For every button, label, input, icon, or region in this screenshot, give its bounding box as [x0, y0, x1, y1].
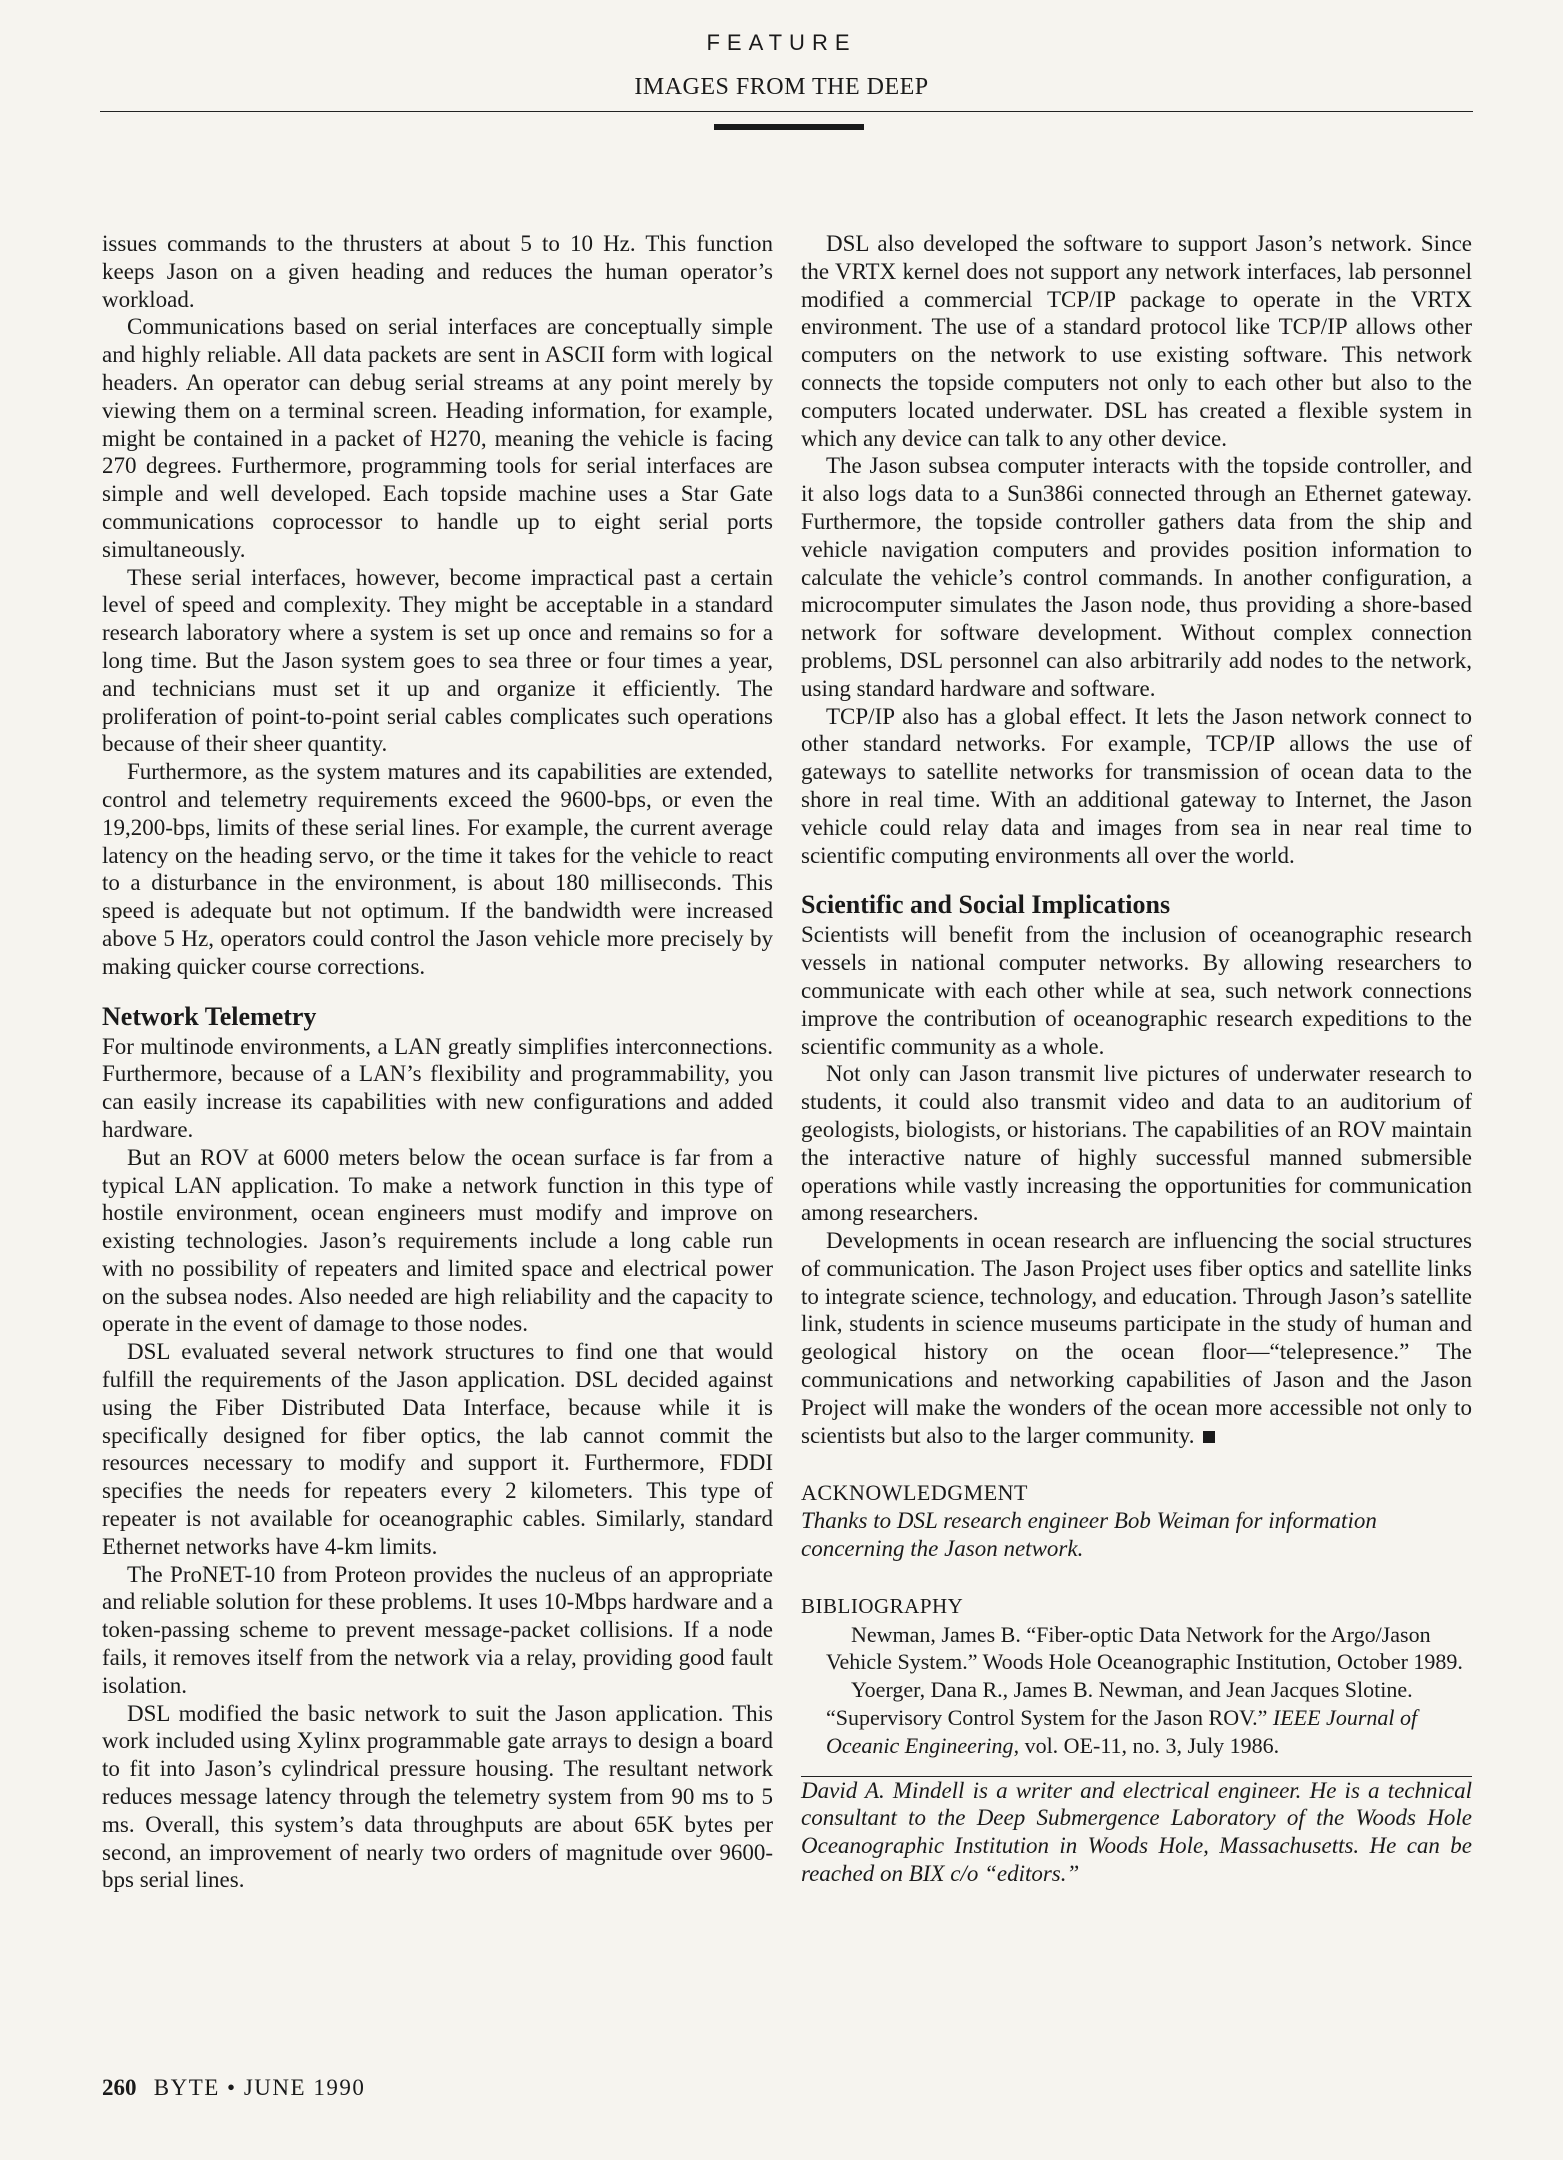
end-of-article-mark — [1203, 1431, 1215, 1443]
paragraph: Scientists will benefit from the inclusion of oceanographic research vessels in national computer networks. By allowing researchers to communicate with each other while at sea, such network connections improve the contribution of oceanographic research expeditions to the scientific community as a whole. — [801, 922, 1472, 1059]
page-footer — [102, 2075, 365, 2101]
paragraph: DSL evaluated several network structures to find one that would fulfill the requirements of the Jason application. DSL decided against using the Fiber Distributed Data Interface, because while it is specifically designed for fiber optics, the lab cannot commit the resources necessary to modify and support it. Furthermore, FDDI specifies the needs for repeaters every 2 kilometers. This type of repeater is not available for oceanographic cables. Similarly, standard Ethernet networks have 4-km limits. — [102, 1339, 773, 1559]
paragraph: Furthermore, as the system matures and its capabilities are extended, control and telemetry requirements exceed the 9600-bps, or even the 19,200-bps, limits of these serial lines. For example, the current average latency on the heading servo, or the time it takes for the vehicle to react to a disturbance in the environment, is about 180 milliseconds. This speed is adequate but not optimum. If the bandwidth were increased above 5 Hz, operators could control the Jason vehicle more precisely by making quicker course corrections. — [102, 759, 773, 979]
page-number: 260 — [102, 2075, 137, 2100]
paragraph — [801, 1227, 1472, 1449]
header-bar — [714, 124, 864, 130]
section-heading-network-telemetry: Network Telemetry — [102, 1001, 317, 1031]
paragraph: For multinode environments, a LAN greatly simplifies interconnections. Furthermore, because of a LAN’s flexibility and programmability, you can easily increase its capabilities with new configurations and added hardware. — [102, 1033, 773, 1142]
left-column — [102, 230, 773, 1894]
paragraph: These serial interfaces, however, become impractical past a certain level of speed and complexity. They might be acceptable in a standard research laboratory where a system is set up once and remains so for a long time. But the Jason system goes to sea three or four times a year, and technicians must set it up and organize it efficiently. The proliferation of point-to-point serial cables complicates such operations because of their sheer quantity. — [102, 564, 773, 757]
header-rule — [100, 111, 1473, 112]
article-running-title: IMAGES FROM THE DEEP — [634, 74, 929, 100]
paragraph: DSL also developed the software to support Jason’s network. Since the VRTX kernel does not support any network interfaces, lab personnel modified a commercial TCP/IP package to operate in the VRTX environment. The use of a standard protocol like TCP/IP allows other computers on the network to use existing software. This network connects the topside computers not only to each other but also to the computers located underwater. DSL has created a flexible system in which any device can talk to any other device. — [801, 231, 1472, 451]
bib-entry-details: , vol. OE-11, no. 3, July 1986. — [1013, 1732, 1280, 1758]
author-bio: David A. Mindell is a writer and electrical engineer. He is a technical consultant to the Deep Submergence Laboratory of the Woods Hole Oceanographic Institution in Woods Hole, Massachusetts. He can be reached on BIX c/o “editors.” — [801, 1777, 1472, 1887]
bibliography-entry — [801, 1676, 1472, 1759]
bibliography-entry: Newman, James B. “Fiber-optic Data Network for the Argo/Jason Vehicle System.” Woods Hole Oceanographic Institution, October 1989. — [826, 1621, 1463, 1675]
bibliography-heading: BIBLIOGRAPHY — [801, 1593, 964, 1618]
paragraph: But an ROV at 6000 meters below the ocean surface is far from a typical LAN application. To make a network function in this type of hostile environment, ocean engineers must modify and improve on existing technologies. Jason’s requirements include a long cable run with no possibility of repeaters and limited space and electrical power on the subsea nodes. Also needed are high reliability and the capacity to operate in the event of damage to those nodes. — [102, 1144, 773, 1337]
paragraph: Not only can Jason transmit live pictures of underwater research to students, it could also transmit video and data to an auditorium of geologists, biologists, or historians. The capabilities of an ROV maintain the interactive nature of highly successful manned submersible operations while vastly increasing the opportunities for communication among researchers. — [801, 1061, 1472, 1226]
paragraph: DSL modified the basic network to suit the Jason application. This work included using Xylinx programmable gate arrays to design a board to fit into Jason’s cylindrical pressure housing. The resultant network reduces message latency through the telemetry system from 90 ms to 5 ms. Overall, this system’s data throughputs are about 65K bytes per second, an improvement of nearly two orders of magnitude over 9600-bps serial lines. — [102, 1700, 773, 1893]
paragraph: The Jason subsea computer interacts with the topside controller, and it also logs data to a Sun386i connected through an Ethernet gateway. Furthermore, the topside controller gathers data from the ship and vehicle navigation computers and provides position information to calculate the vehicle’s control commands. In another configuration, a microcomputer simulates the Jason node, thus providing a shore-based network for software development. Without complex connection problems, DSL personnel can also arbitrarily add nodes to the network, using standard hardware and software. — [801, 453, 1472, 701]
paragraph: Communications based on serial interfaces are conceptually simple and highly reliable. All data packets are sent in ASCII form with logical headers. An operator can debug serial streams at any point merely by viewing them on a terminal screen. Heading information, for example, might be contained in a packet of H270, meaning the vehicle is facing 270 degrees. Furthermore, programming tools for serial interfaces are simple and well developed. Each topside machine uses a Star Gate communications coprocessor to handle up to eight serial ports simultaneously. — [102, 314, 773, 562]
paragraph: issues commands to the thrusters at about 5 to 10 Hz. This function keeps Jason on a given heading and reduces the human operator’s workload. — [102, 231, 773, 312]
publication-info: BYTE • JUNE 1990 — [153, 2075, 366, 2100]
paragraph-text: Developments in ocean research are influencing the social structures of communication. The Jason Project uses fiber optics and satellite links to integrate science, technology, and education. Through Jason’s satellite link, students in science museums participate in the study of human and geological history on the ocean floor—“telepresence.” The communications and networking capabilities of Jason and the Jason Project will make the wonders of the ocean more accessible not only to scientists but also to the larger community. — [801, 1228, 1472, 1448]
paragraph: TCP/IP also has a global effect. It lets the Jason network connect to other standard networks. For example, TCP/IP allows the use of gateways to satellite networks for transmission of ocean data to the shore in real time. With an additional gateway to Internet, the Jason vehicle could relay data and images from sea in near real time to scientific computing environments all over the world. — [801, 703, 1472, 868]
section-kicker: FEATURE — [706, 30, 857, 55]
section-heading-scientific-social: Scientific and Social Implications — [801, 890, 1171, 920]
paragraph: The ProNET-10 from Proteon provides the nucleus of an appropriate and reliable solution for these problems. It uses 10-Mbps hardware and a token-passing scheme to prevent message-packet collisions. If a node fails, it removes itself from the network via a relay, providing good fault isolation. — [102, 1561, 773, 1698]
acknowledgment-heading: ACKNOWLEDGMENT — [801, 1480, 1028, 1506]
right-column — [801, 230, 1472, 1888]
acknowledgment-text: Thanks to DSL research engineer Bob Weiman for information concerning the Jason network. — [801, 1508, 1377, 1562]
bib-entry-authors: Yoerger, Dana R., James B. Newman, and Jean Jacques Slotine. “Supervisory Control System for the Jason ROV.” — [826, 1677, 1413, 1731]
bib-entry-journal: IEEE Journal of Oceanic Engineering — [826, 1705, 1418, 1758]
